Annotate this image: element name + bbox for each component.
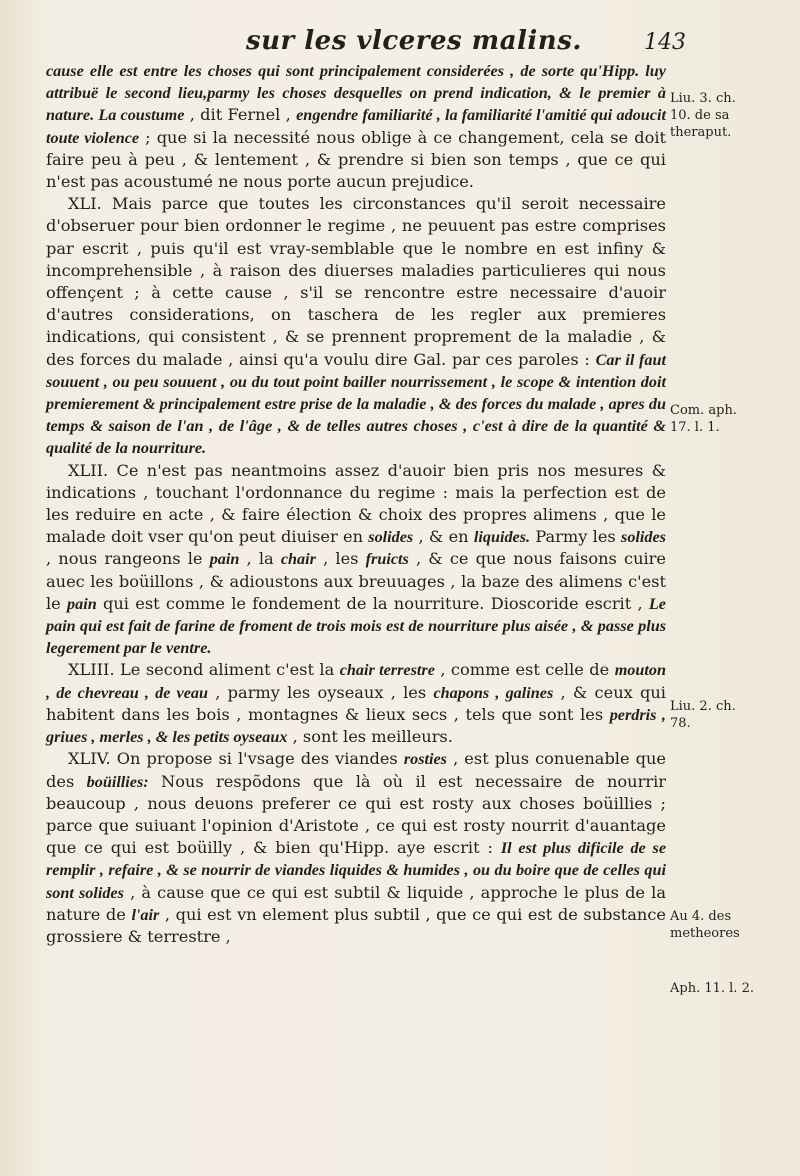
italic-text: Il est plus dificile de se remplir , refaire , & se nourrir de viandes liquides & humides , ou du boire que de celles qui sont solides: [46, 839, 667, 902]
text-run: , parmy les oyseaux , les: [208, 682, 434, 702]
text-run: , comme est celle de: [434, 660, 615, 680]
text-run: , la: [239, 549, 281, 569]
italic-text: solides: [621, 528, 666, 547]
text-run: , sont les meilleurs.: [287, 727, 453, 747]
italic-text: boüillies:: [86, 772, 149, 791]
text-run: , nous rangeons le: [46, 549, 210, 569]
text-run: , les: [315, 549, 366, 569]
text-run: , à cause que ce qui est subtil & liquide , approche le plus de la nature de: [46, 882, 666, 924]
italic-text: liquides.: [473, 528, 531, 547]
text-run: qui est comme le fondement de la nourriture. Dioscoride escrit ,: [96, 593, 649, 613]
running-title: sur les vlceres malins.: [246, 26, 582, 56]
paragraph: [46, 60, 666, 193]
paragraph: [46, 659, 666, 748]
text-run: Mais parce que toutes les circonstances qu'il seroit necessaire d'obseruer pour bien ordonner le regime , ne peuuent pas estre comprises par escrit , puis qu'il est vray-semblable que le nombre en est infiny & incomprehensible , à raison des diuerses maladies particulieres qui nous offençent ; à cette cause , s'il se rencontre estre necessaire d'auoir d'autres considerations, on taschera de les regler aux premieres indications, qui consistent , & se prennent proprement de la maladie , & des forces du malade , ainsi qu'a voulu dire Gal. par ces paroles :: [46, 194, 666, 369]
margin-note: Liu. 3. ch. 10. de sa theraput.: [670, 91, 736, 140]
italic-text: Le pain qui est fait de farine de froment de trois mois est de nourriture plus aisée , & passe plus legerement par le ventre.: [46, 594, 666, 658]
body-text: [46, 60, 666, 948]
text-run: Ce n'est pas neantmoins assez d'auoir bien pris nos mesures & indications , touchant l'ordonnance du regime : mais la perfection est de les reduire en acte , & faire élection & choix des propres alimens , que le malade doit vser qu'on peut diuiser en: [46, 460, 666, 547]
italic-text: cause elle est entre les choses qui sont principalement considerées , de sorte qu'Hipp. luy attribuë le second lieu,parmy les choses desquelles on prend indication, & le premier à nature. La coustume: [46, 62, 666, 125]
text-run: On propose si l'vsage des viandes: [110, 749, 404, 769]
text-run: , qui est vn element plus subtil , que ce qui est de substance grossiere & terrestre ,: [46, 904, 667, 946]
text-run: Nous respõdons que là où il est necessaire de nourrir beaucoup , nous deuons preferer ce qui est rosty aux choses boüillies ; parce que suiuant l'opinion d'Aristote , ce qui est rosty nourrit d'auantage que ce qui est boüilly , & bien qu'Hipp. aye escrit :: [46, 771, 666, 858]
margin-note: Liu. 2. ch. 78.: [670, 699, 736, 731]
section-number: XLII.: [68, 460, 109, 480]
italic-text: l'air: [131, 905, 160, 924]
text-run: , & en: [413, 527, 474, 547]
italic-text: pain: [67, 594, 97, 613]
margin-note: Com. aph. 17. l. 1.: [670, 403, 737, 435]
section-number: XLIV.: [68, 749, 111, 769]
text-run: , dit Fernel ,: [184, 105, 297, 125]
text-run: , & ceux qui habitent dans les bois , montagnes & lieux secs , tels que sont les: [46, 682, 666, 724]
italic-text: pain: [209, 550, 240, 569]
italic-text: perdris , griues , merles , & les petits oyseaux: [46, 705, 666, 747]
italic-text: fruicts: [365, 550, 409, 569]
italic-text: rosties: [403, 750, 447, 769]
margin-note: Aph. 11. l. 2.: [670, 981, 754, 996]
italic-text: chair terrestre: [339, 661, 435, 680]
text-run: Parmy les: [530, 527, 622, 547]
italic-text: chapons , galines: [433, 683, 554, 702]
text-run: ; que si la necessité nous oblige à ce changement, cela se doit faire peu à peu , & lentement , & prendre si bien son temps , que ce qui n'est pas acoustumé ne nous porte aucun prejudice.: [46, 127, 667, 192]
paragraph: [46, 193, 666, 459]
italic-text: solides: [368, 528, 414, 547]
section-number: XLIII.: [68, 660, 115, 680]
paragraph: [46, 460, 666, 660]
italic-text: Car il faut souuent , ou peu souuent , ou du tout point bailler nourrissement , le scope & intention doit premierement & principalement estre prise de la maladie , & des forces du malade , apres du temps & saison de l'an , de l'âge , & de telles autres choses , c'est à dire de la quantité & qualité de la nourriture.: [46, 350, 667, 458]
page-number: 143: [644, 30, 686, 55]
italic-text: engendre familiarité , la familiarité l'amitié qui adoucit toute violence: [46, 106, 666, 147]
page-header: [46, 24, 686, 58]
text-run: , & ce que nous faisons cuire auec les boüillons , & adioustons aux breuuages , la baze des alimens c'est le: [46, 549, 666, 613]
paragraph: [46, 748, 666, 948]
text-run: , est plus conuenable que des: [46, 749, 667, 791]
margin-note: Au 4. des metheores: [670, 909, 740, 941]
text-run: Le second aliment c'est la: [114, 660, 340, 680]
section-number: XLI.: [68, 194, 102, 214]
italic-text: chair: [280, 550, 316, 569]
italic-text: mouton , de chevreau , de veau: [46, 661, 666, 702]
